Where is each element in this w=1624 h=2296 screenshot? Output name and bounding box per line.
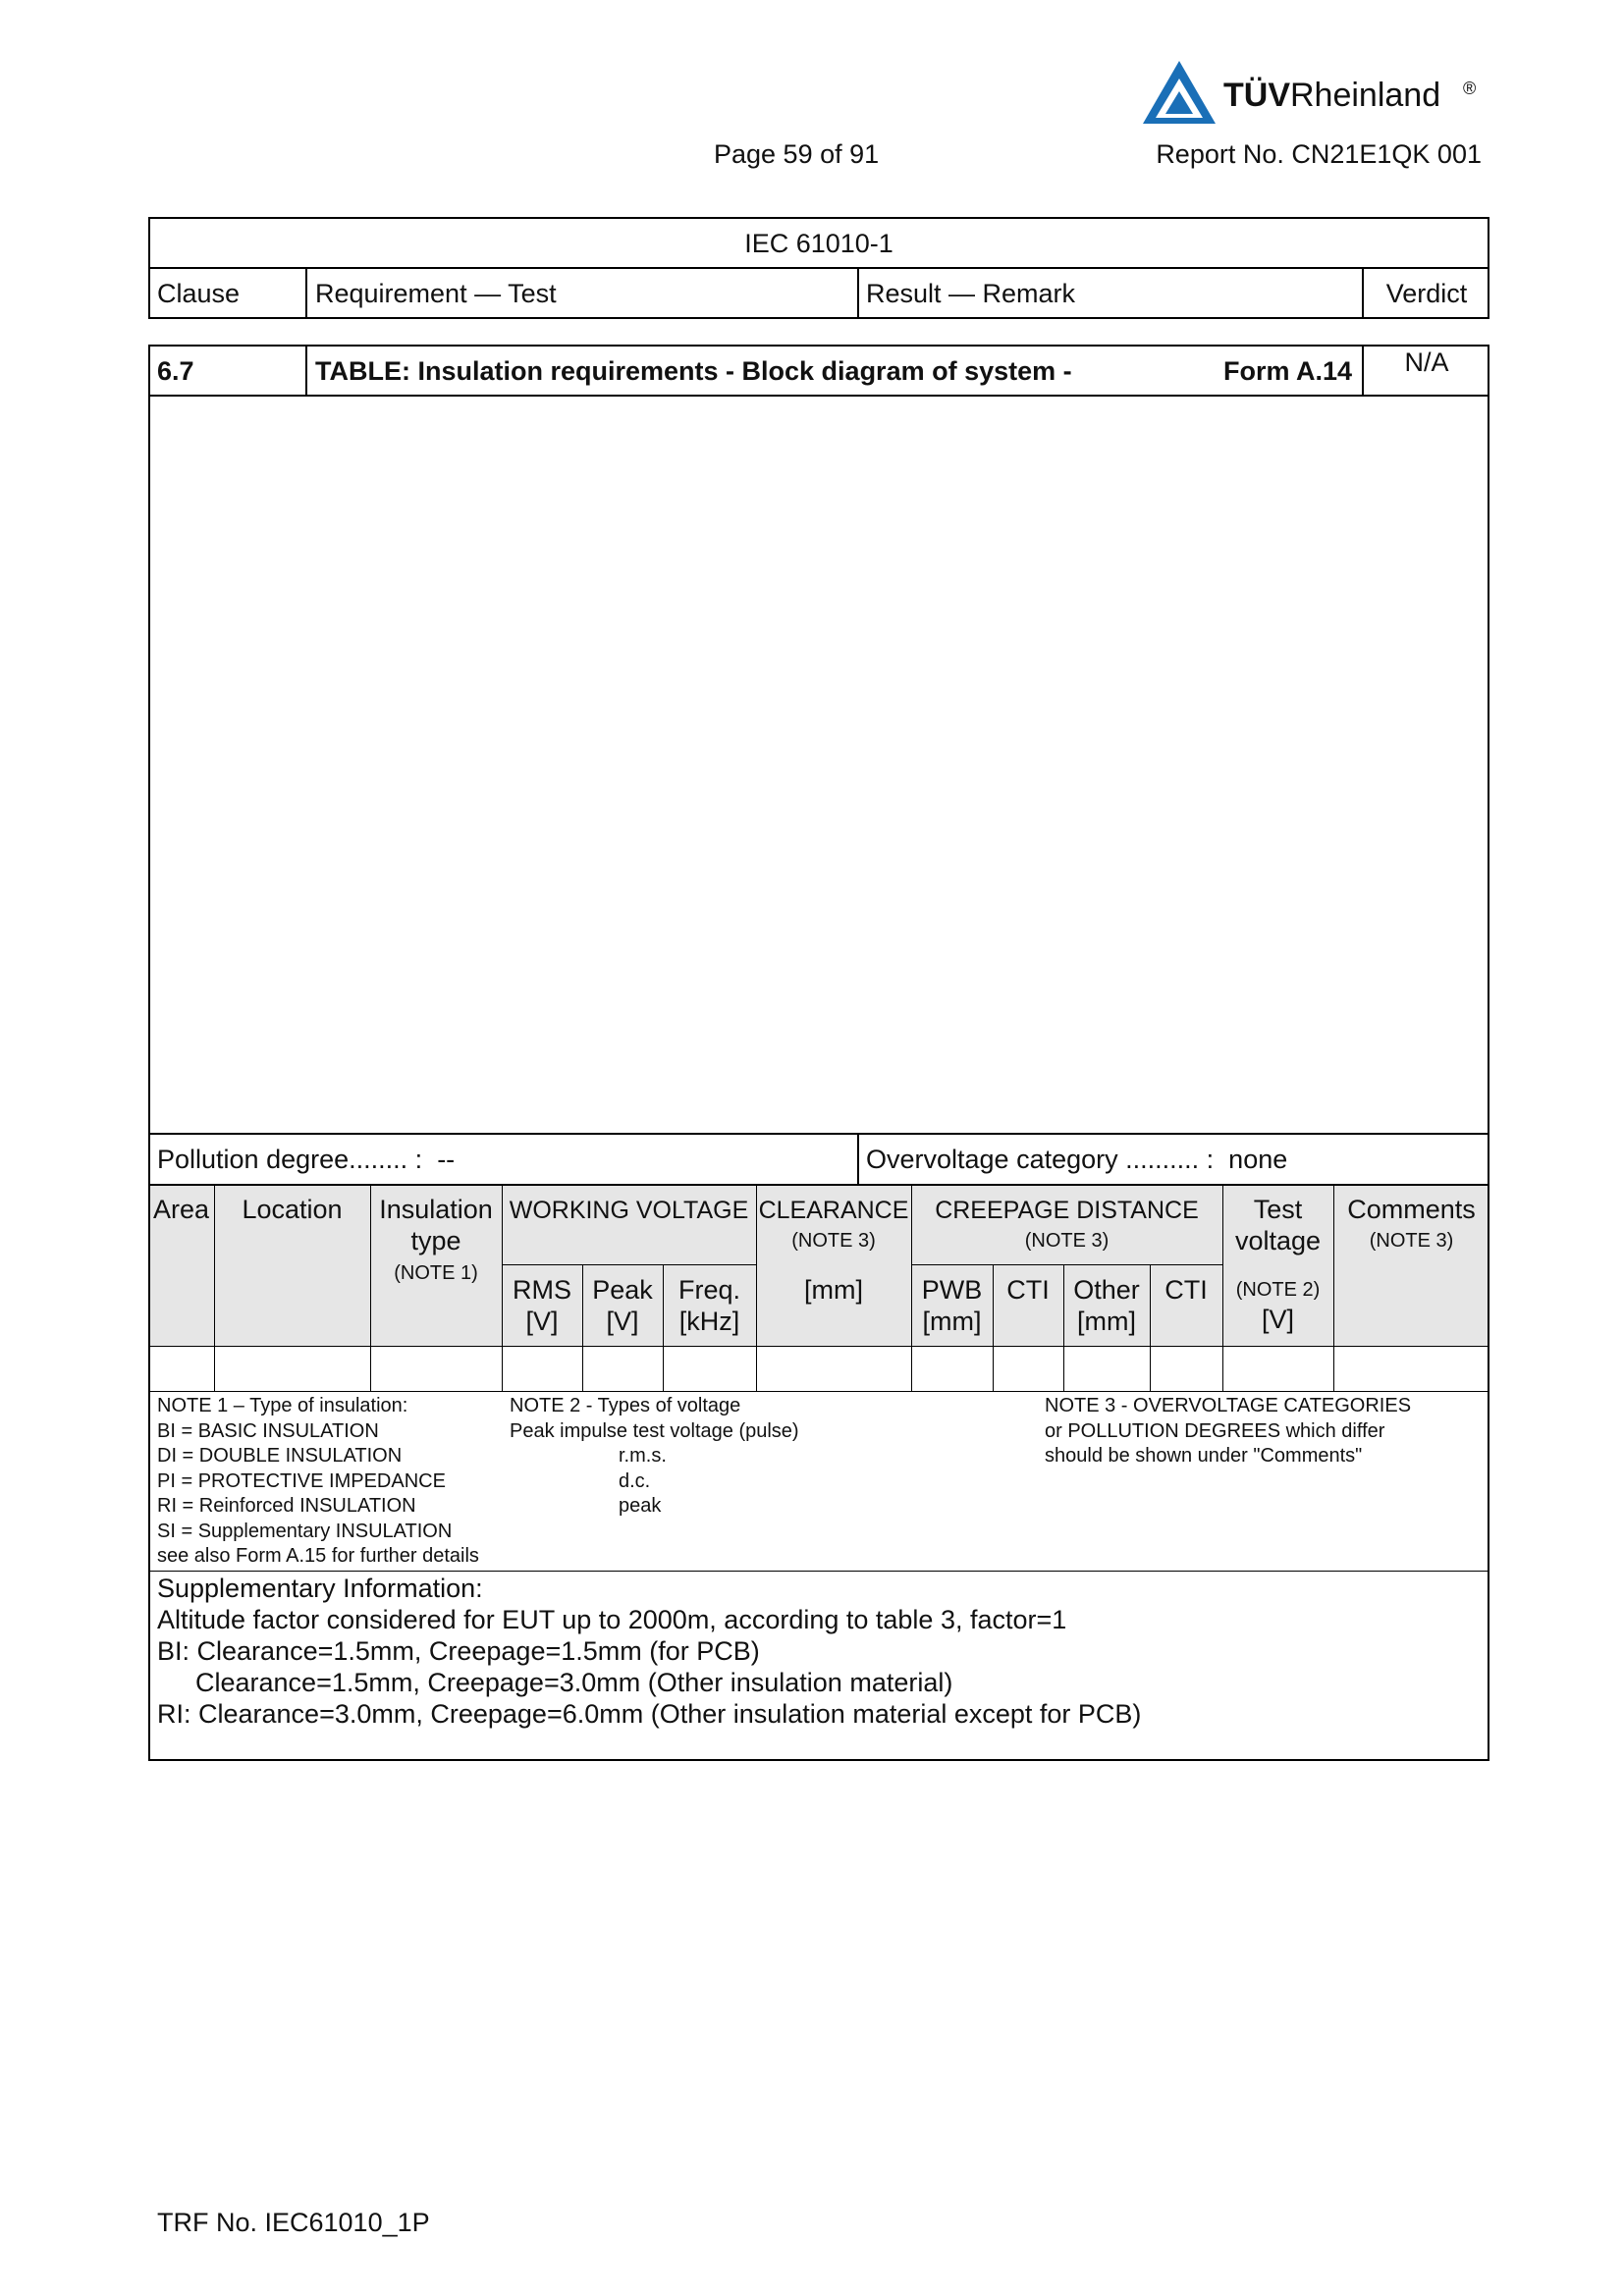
col-result: Result — Remark [866,279,1076,308]
note-line: NOTE 1 – Type of insulation: [157,1395,408,1416]
section-clause: 6.7 [157,356,194,386]
overvoltage-label: Overvoltage category .......... : [866,1145,1215,1174]
test-label-1: Test [1253,1195,1303,1224]
table-row [150,1347,1488,1390]
block-diagram-area [150,397,1488,1133]
rms-label: RMS [513,1275,571,1305]
note-line: r.m.s. [619,1445,667,1467]
trf-number: TRF No. IEC61010_1P [157,2208,430,2237]
col-clause: Clause [157,279,241,308]
insulation-note: (NOTE 1) [394,1261,478,1284]
test-label-2: voltage [1234,1226,1322,1256]
supplementary-line: BI: Clearance=1.5mm, Creepage=1.5mm (for PCB) [157,1636,760,1666]
supplementary-line: Altitude factor considered for EUT up to 2000m, according to table 3, factor=1 [157,1605,1067,1634]
brand-bold: TÜV [1223,77,1290,114]
freq-unit: [kHz] [678,1307,740,1337]
note-line: RI = Reinforced INSULATION [157,1495,416,1517]
note-line: DI = DOUBLE INSULATION [157,1445,403,1467]
supplementary-title: Supplementary Information: [157,1574,483,1603]
note-3 [1045,1394,1411,1469]
overvoltage-category [866,1144,1287,1175]
col-insulation-type [370,1194,502,1286]
col-cti-1: CTI [1006,1275,1050,1305]
col-verdict: Verdict [1385,279,1468,308]
freq-label: Freq. [677,1275,741,1305]
peak-unit: [V] [606,1307,639,1337]
section-verdict: N/A [1404,347,1449,377]
peak-label: Peak [592,1275,653,1305]
note-2 [510,1394,799,1520]
brand-name [1223,77,1440,115]
page-number: Page 59 of 91 [714,139,880,169]
note-1 [157,1394,479,1570]
supplementary-line: Clearance=1.5mm, Creepage=3.0mm (Other insulation material) [195,1668,953,1697]
pollution-degree [157,1144,455,1175]
note-line: Peak impulse test voltage (pulse) [510,1419,799,1442]
col-area: Area [152,1195,210,1224]
col-working-voltage: WORKING VOLTAGE [509,1197,749,1224]
other-label: Other [1073,1275,1140,1305]
supplementary-line: RI: Clearance=3.0mm, Creepage=6.0mm (Other insulation material except for PCB) [157,1699,1142,1729]
note-line: d.c. [619,1469,651,1492]
tuv-logo-icon [1141,59,1218,126]
comments-note: (NOTE 3) [1369,1230,1454,1253]
note-line: NOTE 3 - OVERVOLTAGE CATEGORIES [1045,1395,1412,1416]
report-number: Report No. CN21E1QK 001 [1156,139,1482,169]
creepage-label: CREEPAGE DISTANCE [935,1197,1199,1224]
rms-unit: [V] [525,1307,559,1337]
col-other [1063,1274,1150,1338]
col-rms [502,1274,582,1338]
note-line: see also Form A.15 for further details [157,1545,479,1567]
supplementary-info [157,1573,1141,1730]
section-title: TABLE: Insulation requirements - Block diagram of system - [315,356,1072,386]
clearance-note: (NOTE 3) [791,1230,876,1252]
pollution-label: Pollution degree........ : [157,1145,423,1174]
test-unit: [V] [1261,1304,1294,1334]
col-creepage [911,1196,1222,1255]
pwb-label: PWB [921,1275,983,1305]
note-line: BI = BASIC INSULATION [157,1419,379,1442]
note-line: SI = Supplementary INSULATION [157,1520,453,1542]
col-pwb [911,1274,993,1338]
clearance-label: CLEARANCE [758,1197,909,1224]
insulation-label-1: Insulation [379,1195,493,1224]
pwb-unit: [mm] [922,1307,982,1337]
note-line: NOTE 2 - Types of voltage [510,1395,741,1416]
test-voltage-sub [1222,1278,1333,1335]
other-unit: [mm] [1077,1307,1136,1337]
note-line: PI = PROTECTIVE IMPEDANCE [157,1469,446,1492]
col-cti-2: CTI [1164,1275,1208,1305]
insulation-label-2: type [410,1226,461,1256]
note-line: or POLLUTION DEGREES which differ [1045,1419,1385,1442]
brand-regular: Rheinland [1290,77,1441,114]
test-note: (NOTE 2) [1235,1279,1321,1301]
col-peak [582,1274,663,1338]
comments-label: Comments [1347,1195,1476,1224]
creepage-note: (NOTE 3) [1024,1230,1110,1252]
col-clearance [756,1196,911,1255]
col-comments [1333,1194,1489,1255]
col-test-voltage [1222,1194,1333,1257]
note-line: should be shown under "Comments" [1045,1445,1363,1467]
standard-title: IEC 61010-1 [744,229,893,258]
note-line: peak [619,1495,662,1517]
section-form: Form A.14 [1222,356,1352,386]
overvoltage-value: none [1228,1145,1288,1174]
col-requirement: Requirement — Test [315,279,557,308]
pollution-value: -- [437,1145,456,1174]
col-location: Location [242,1195,343,1224]
col-freq [663,1274,756,1338]
registered-mark: ® [1463,79,1477,98]
clearance-unit: [mm] [804,1275,863,1305]
